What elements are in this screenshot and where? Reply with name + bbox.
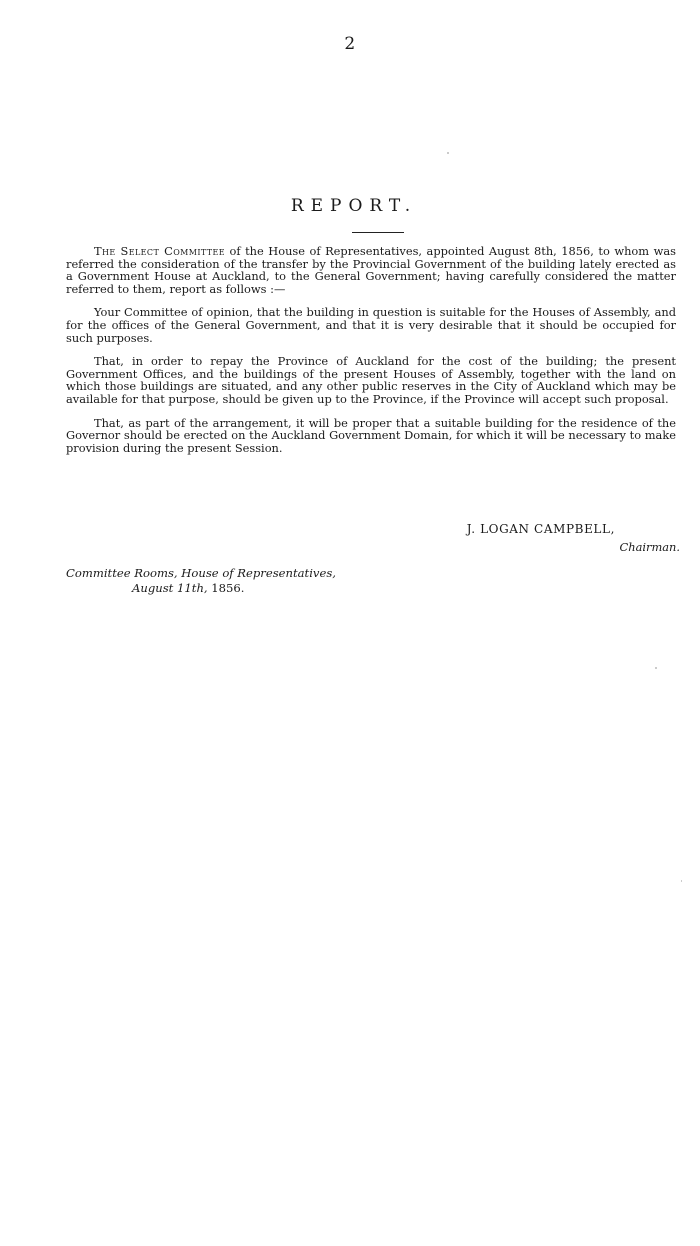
date-year: 1856.	[211, 581, 245, 595]
signature-block	[466, 522, 680, 554]
scan-speck	[655, 667, 657, 669]
paragraph-4: That, as part of the arrangement, it will be proper that a suitable building for the residence of the Governor should be erected on the Auckland Government Domain, for which it will be necessary to make provision during the present Session.	[66, 415, 676, 455]
paragraph-1-text: of the House of Representatives, appointed August 8th, 1856, to whom was referred the consideration of the transfer by the Provincial Government of the building lately erected as a Government House at Auckland, to the General Government; having carefully considered the matter referred to them, report as follows :—	[66, 244, 676, 296]
place-line: Committee Rooms, House of Representatives,	[66, 566, 336, 580]
date-month: August	[132, 581, 174, 595]
page-number: 2	[344, 34, 356, 54]
scan-speck	[681, 880, 682, 882]
scan-speck	[447, 152, 449, 154]
report-title: REPORT.	[290, 196, 418, 216]
paragraph-3: That, in order to repay the Province of Auckland for the cost of the building; the present Government Offices, and the buildings of the present Houses of Assembly, together with the land on which those buildings are situated, and any other public reserves in the City of Auckland which may be available for that purpose, should be given up to the Province, if the Province will accept such proposal.	[66, 354, 676, 406]
paragraph-1	[66, 245, 676, 295]
title-rule	[352, 232, 404, 233]
signatory-role: Chairman.	[619, 540, 680, 554]
date-line	[66, 581, 336, 596]
opening-smallcaps: The Select Committee	[94, 244, 226, 258]
date-day: 11th,	[177, 581, 208, 595]
place-date-block	[66, 566, 336, 596]
report-body	[66, 245, 676, 465]
signatory-name: J. LOGAN CAMPBELL,	[466, 522, 615, 536]
paragraph-2: Your Committee of opinion, that the building in question is suitable for the Houses of Assembly, and for the offices of the General Government, and that it is very desirable that it should be occupied for such purposes.	[66, 305, 676, 345]
